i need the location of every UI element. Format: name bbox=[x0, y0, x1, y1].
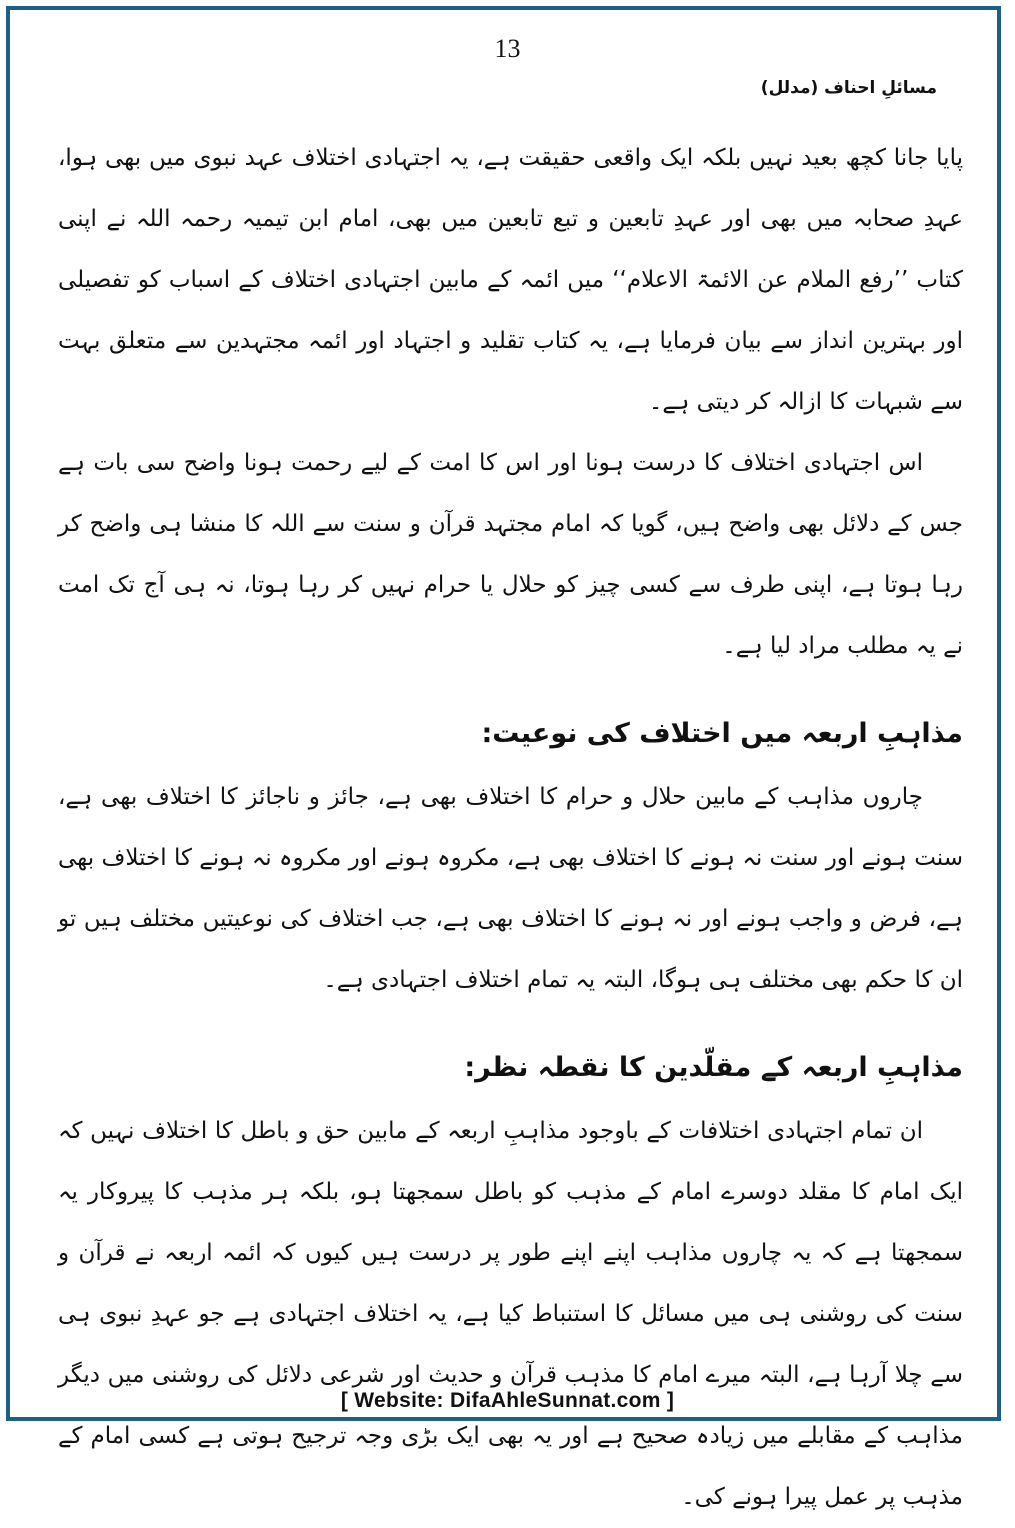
paragraph-2: اس اجتہادی اختلاف کا درست ہونا اور اس کا امت کے لیے رحمت ہونا واضح سی بات ہے جس کے دلائل بھی واضح ہیں، گویا کہ امام مجتہد قرآن و سنت سے اللہ کا منشا ہی واضح کر رہا ہوتا ہے، اپنی طرف سے کسی چیز کو حلال یا حرام نہیں کر رہا ہوتا، نہ ہی آج تک امت نے یہ مطلب مراد لیا ہے۔ bbox=[58, 450, 963, 659]
paragraph-1: پایا جانا کچھ بعید نہیں بلکہ ایک واقعی حقیقت ہے، یہ اجتہادی اختلاف عہد نبوی میں بھی ہوا، عہدِ صحابہ میں بھی اور عہدِ تابعین و تبع تابعین میں بھی، امام ابن تیمیہ رحمہ اللہ نے اپنی کتاب ’’رفع الملام عن الائمۃ الاعلام‘‘ میں ائمہ کے مابین اجتہادی اختلاف کے اسباب کو تفصیلی اور بہترین انداز سے بیان فرمایا ہے، یہ کتاب تقلید و اجتہاد اور ائمہ مجتہدین سے متعلق بہت سے شبہات کا ازالہ کر دیتی ہے۔ bbox=[58, 145, 963, 415]
section-heading-2: مذاہبِ اربعہ کے مقلّدین کا نقطہ نظر: bbox=[464, 1052, 963, 1083]
paragraph-4: ان تمام اجتہادی اختلافات کے باوجود مذاہبِ اربعہ کے مابین حق و باطل کا اختلاف نہیں کہ ایک امام کا مقلد دوسرے امام کے مذہب کو باطل سمجھتا ہو، بلکہ ہر مذہب کا پیروکار یہ سمجھتا ہے کہ یہ چاروں مذاہب اپنے اپنے طور پر درست ہیں کیوں کہ ائمہ اربعہ نے قرآن و سنت کی روشنی ہی میں مسائل کا استنباط کیا ہے، یہ اختلاف اجتہادی ہے جو عہدِ نبوی ہی سے چلا آرہا ہے، البتہ میرے امام کا مذہب قرآن و حدیث اور شرعی دلائل کی روشنی میں دیگر مذاہب کے مقابلے میں زیادہ صحیح ہے اور یہ بھی ایک بڑی وجہ ترجیح ہوتی ہے کسی امام کے مذہب پر عمل پیرا ہونے کی۔ bbox=[58, 1118, 963, 1510]
paragraph-3: چاروں مذاہب کے مابین حلال و حرام کا اختلاف بھی ہے، جائز و ناجائز کا اختلاف بھی ہے، سنت ہونے اور سنت نہ ہونے کا اختلاف بھی ہے، مکروہ ہونے اور مکروہ نہ ہونے کا اختلاف بھی ہے، فرض و واجب ہونے اور نہ ہونے کا اختلاف بھی ہے، جب اختلاف کی نوعیتیں مختلف ہیں تو ان کا حکم بھی مختلف ہی ہوگا، البتہ یہ تمام اختلاف اجتہادی ہے۔ bbox=[58, 784, 963, 993]
page-number: 13 bbox=[494, 34, 521, 63]
main-content bbox=[58, 128, 963, 1528]
running-title: مسائلِ احناف (مدلل) bbox=[760, 78, 937, 98]
section-heading-1: مذاہبِ اربعہ میں اختلاف کی نوعیت: bbox=[481, 718, 963, 749]
website-footer: [ Website: DifaAhleSunnat.com ] bbox=[340, 1389, 675, 1412]
